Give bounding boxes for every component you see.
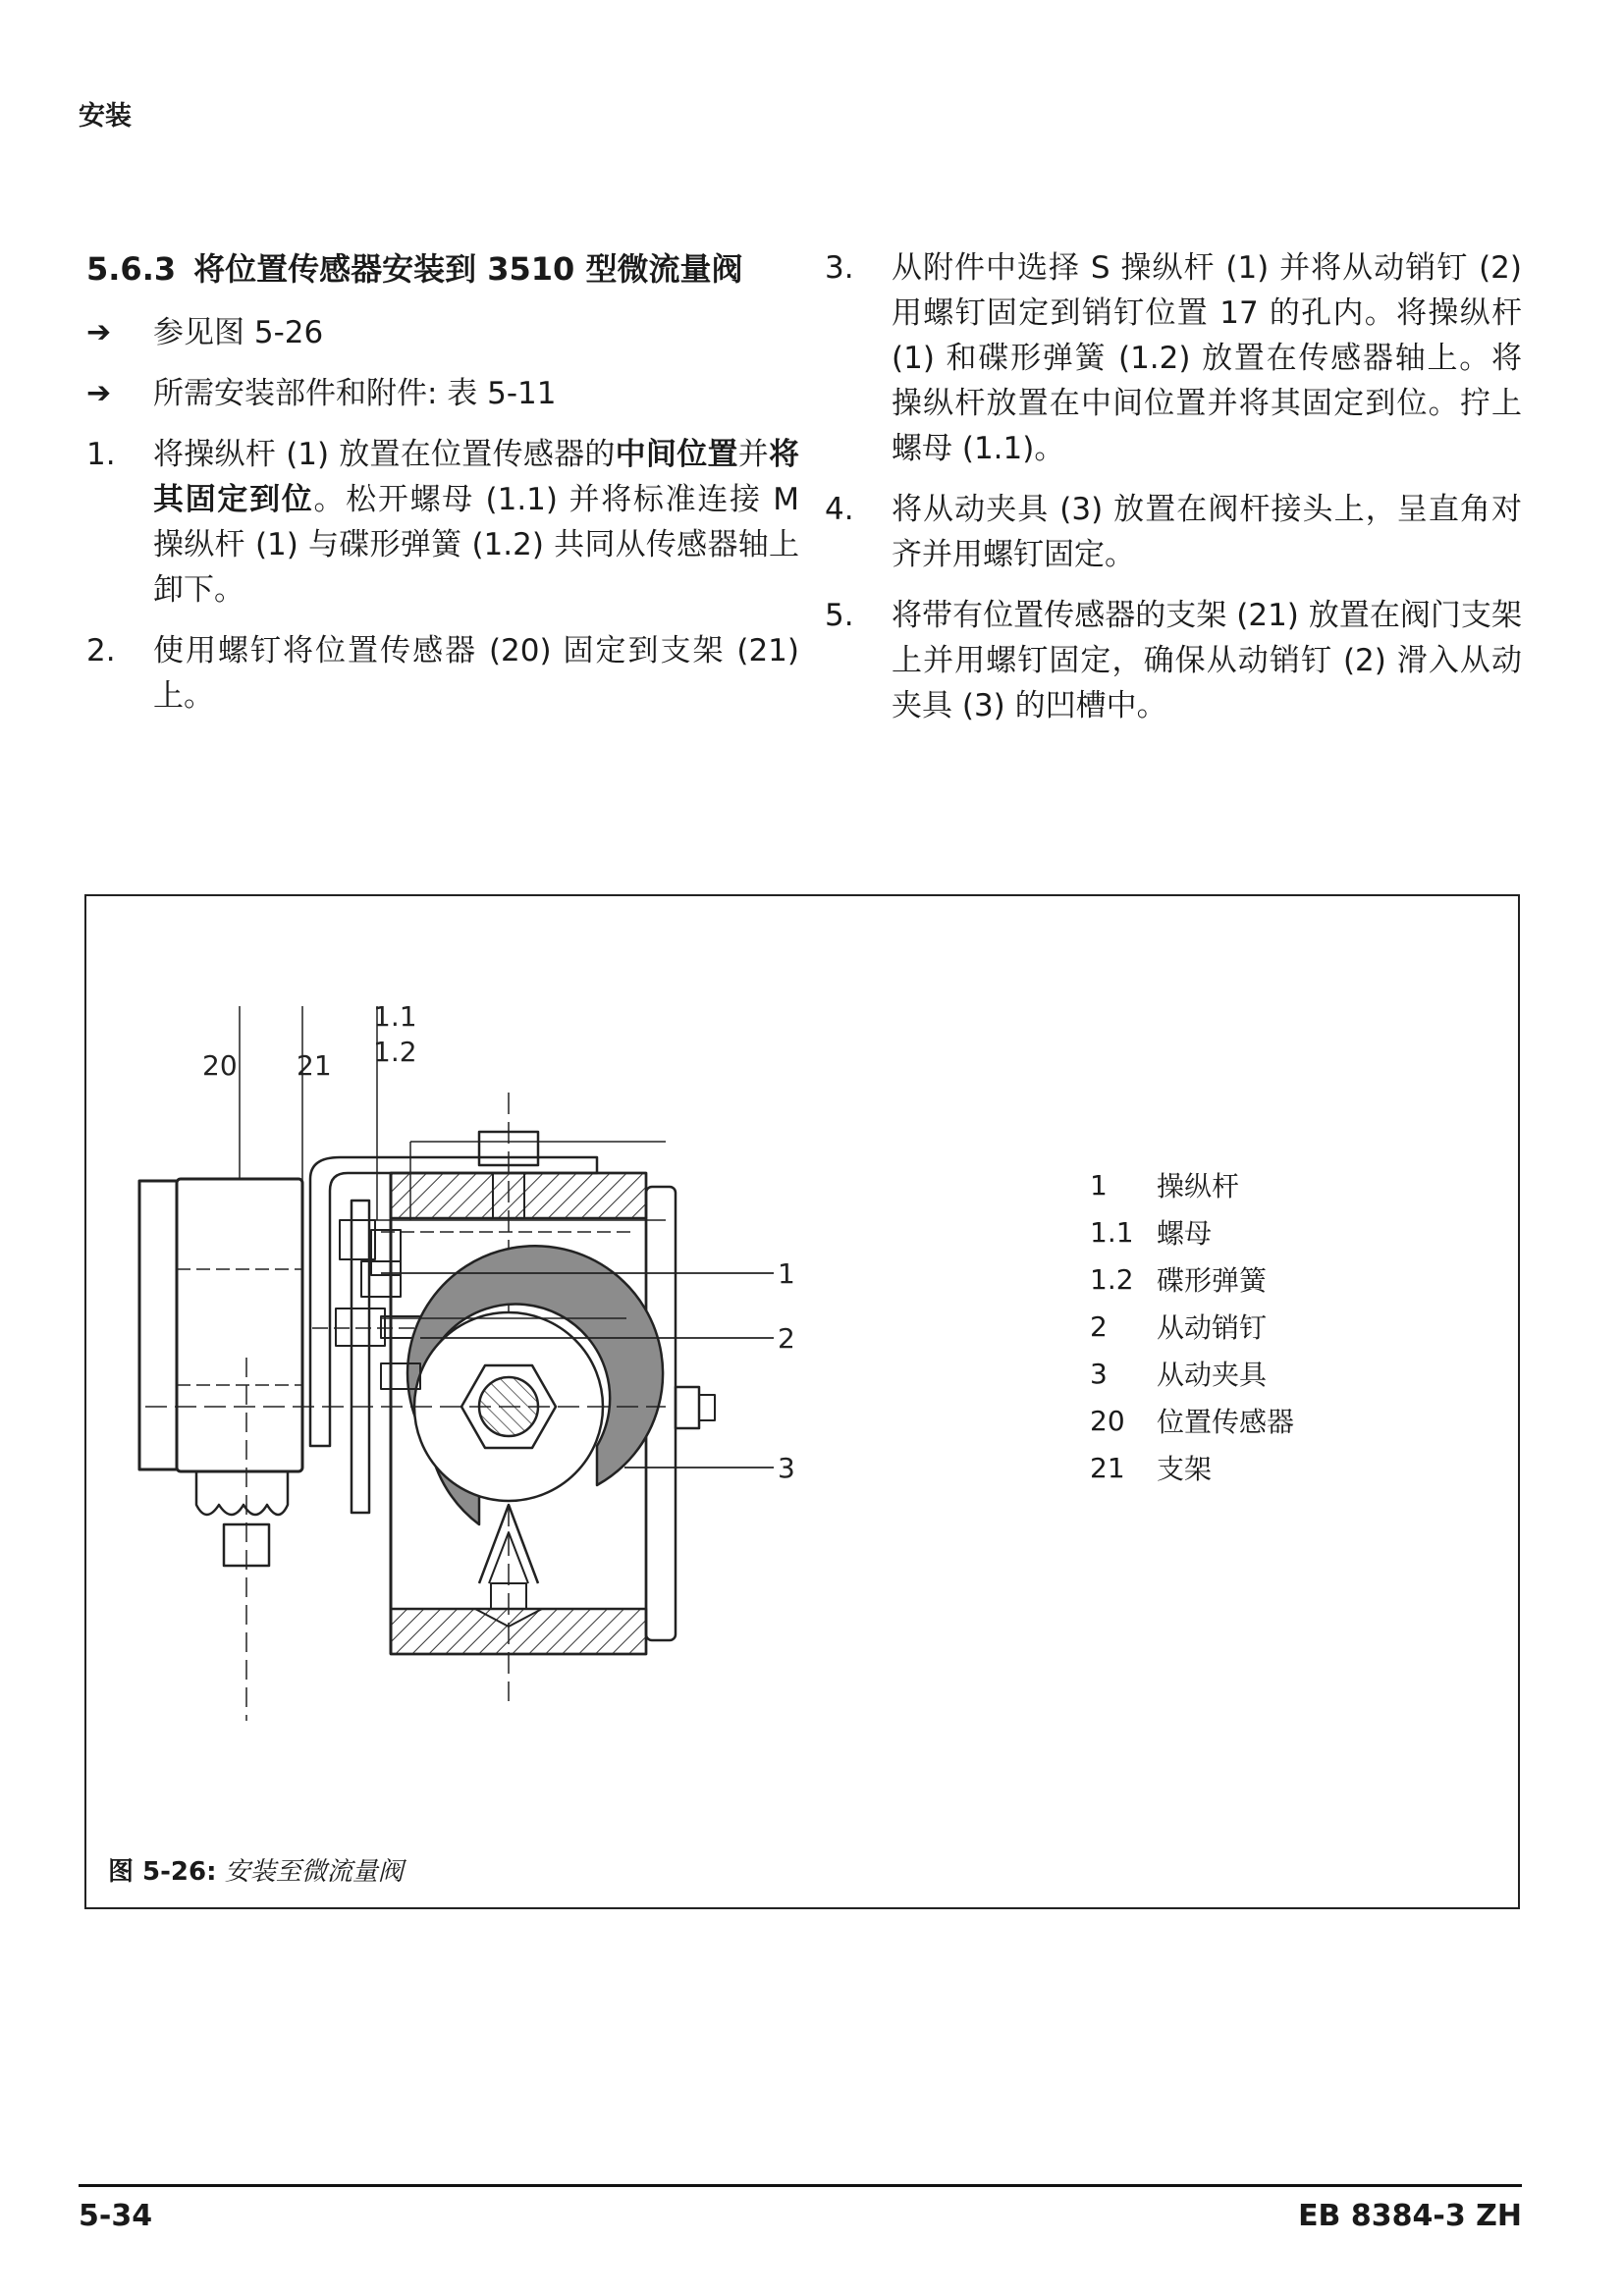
position-sensor-shape	[139, 1181, 177, 1469]
callout-1: 1	[778, 1257, 795, 1290]
legend-row: 20 位置传感器	[1090, 1404, 1295, 1438]
step-item	[825, 593, 1522, 728]
step-item	[86, 628, 799, 719]
step-text: 将操纵杆 (1) 放置在位置传感器的中间位置并将其固定到位。松开螺母 (1.1) 并将标准连接 M 操纵杆 (1) 与碟形弹簧 (1.2) 共同从传感器轴上卸下。	[153, 437, 800, 608]
arrow-icon: ➔	[86, 376, 112, 410]
callout-1-2: 1.2	[373, 1036, 417, 1068]
step-text: 从附件中选择 S 操纵杆 (1) 并将从动销钉 (2) 用螺钉固定到销钉位置 17 的孔内。将操纵杆 (1) 和碟形弹簧 (1.2) 放置在传感器轴上。将操纵杆放置在中间位置并将其固定到位。拧上螺母 (1.1)。	[892, 250, 1522, 466]
callout-20: 20	[202, 1049, 238, 1082]
callout-1-1: 1.1	[373, 1000, 417, 1033]
arrow-icon: ➔	[86, 315, 112, 349]
hatch-bottom	[391, 1609, 646, 1654]
step-number: 4.	[825, 492, 854, 527]
reference-text: 所需安装部件和附件: 表 5-11	[153, 376, 557, 411]
reference-text: 参见图 5-26	[153, 315, 324, 350]
step-text: 使用螺钉将位置传感器 (20) 固定到支架 (21) 上。	[153, 633, 799, 714]
section-title: 将位置传感器安装到 3510 型微流量阀	[193, 250, 743, 288]
step-number: 2.	[86, 633, 116, 668]
step-number: 1.	[86, 437, 116, 472]
step-text: 将带有位置传感器的支架 (21) 放置在阀门支架上并用螺钉固定，确保从动销钉 (2) 滑入从动夹具 (3) 的凹槽中。	[892, 598, 1522, 723]
legend-row: 3 从动夹具	[1090, 1357, 1268, 1391]
hatch-top	[391, 1173, 646, 1218]
right-column	[825, 245, 1522, 744]
step-number: 5.	[825, 598, 854, 633]
footer-divider	[79, 2184, 1522, 2187]
left-column	[86, 245, 799, 734]
step-number: 3.	[825, 250, 854, 286]
header-section-label: 安装	[79, 101, 132, 132]
step-item	[825, 487, 1522, 577]
legend-row: 1.2 碟形弹簧	[1090, 1262, 1268, 1297]
step-item	[825, 245, 1522, 471]
figure-caption	[108, 1851, 404, 1888]
step-text: 将从动夹具 (3) 放置在阀杆接头上，呈直角对齐并用螺钉固定。	[892, 492, 1522, 572]
section-heading	[86, 245, 799, 293]
document-id: EB 8384-3 ZH	[1298, 2199, 1522, 2233]
legend-row: 2 从动销钉	[1090, 1309, 1268, 1344]
mounting-diagram	[86, 896, 1520, 1878]
section-number: 5.6.3	[86, 250, 177, 288]
page-number: 5-34	[79, 2199, 153, 2233]
legend-row: 21 支架	[1090, 1451, 1213, 1485]
legend-row: 1.1 螺母	[1090, 1215, 1213, 1250]
caption-text: 安装至微流量阀	[224, 1857, 404, 1887]
reference-item	[86, 371, 799, 416]
figure-5-26	[84, 894, 1520, 1909]
callout-2: 2	[778, 1322, 795, 1355]
step-item	[86, 432, 799, 613]
callout-21: 21	[297, 1049, 332, 1082]
caption-label: 图 5-26:	[108, 1857, 217, 1887]
lever-shape	[352, 1201, 369, 1513]
legend-row: 1 操纵杆	[1090, 1168, 1240, 1202]
figure-legend	[1090, 1161, 1294, 1491]
reference-item	[86, 310, 799, 355]
callout-3: 3	[778, 1452, 795, 1484]
